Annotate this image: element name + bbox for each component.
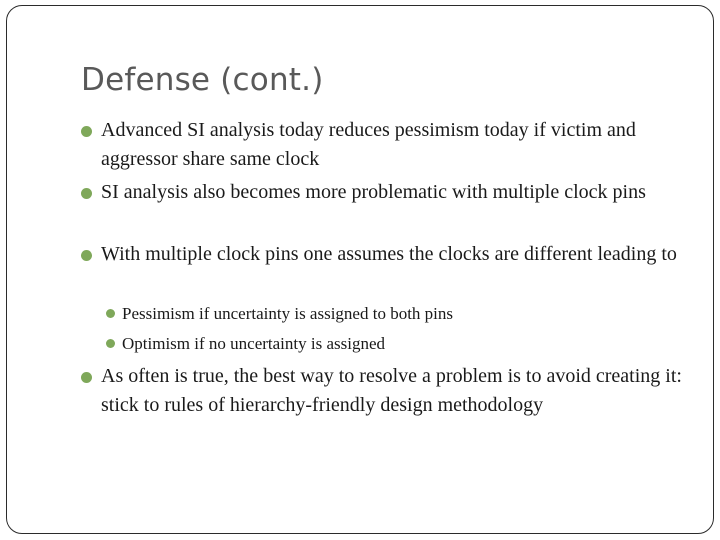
- bullet-item: [101, 116, 701, 174]
- bullet-dot-icon: [81, 372, 92, 383]
- bullet-text: As often is true, the best way to resolve a problem is to avoid creating it: stick to rules of hierarchy-friendly design methodology: [101, 365, 682, 416]
- bullet-dot-icon: [106, 309, 115, 318]
- bullet-item: [101, 240, 701, 269]
- bullet-dot-icon: [81, 126, 92, 137]
- bullet-dot-icon: [81, 188, 92, 199]
- sub-bullet-item: [122, 333, 682, 355]
- sub-bullet-text: Pessimism if uncertainty is assigned to both pins: [122, 304, 454, 323]
- slide-title: Defense (cont.): [81, 62, 324, 98]
- bullet-text: With multiple clock pins one assumes the clocks are different leading to: [101, 243, 677, 265]
- bullet-item: [101, 178, 701, 207]
- bullet-text: Advanced SI analysis today reduces pessimism today if victim and aggressor share same clock: [101, 119, 636, 170]
- bullet-dot-icon: [81, 250, 92, 261]
- bullet-item: [101, 362, 701, 420]
- sub-bullet-item: [122, 303, 682, 325]
- sub-bullet-text: Optimism if no uncertainty is assigned: [122, 334, 385, 353]
- bullet-dot-icon: [106, 339, 115, 348]
- bullet-text: SI analysis also becomes more problematic with multiple clock pins: [101, 181, 646, 203]
